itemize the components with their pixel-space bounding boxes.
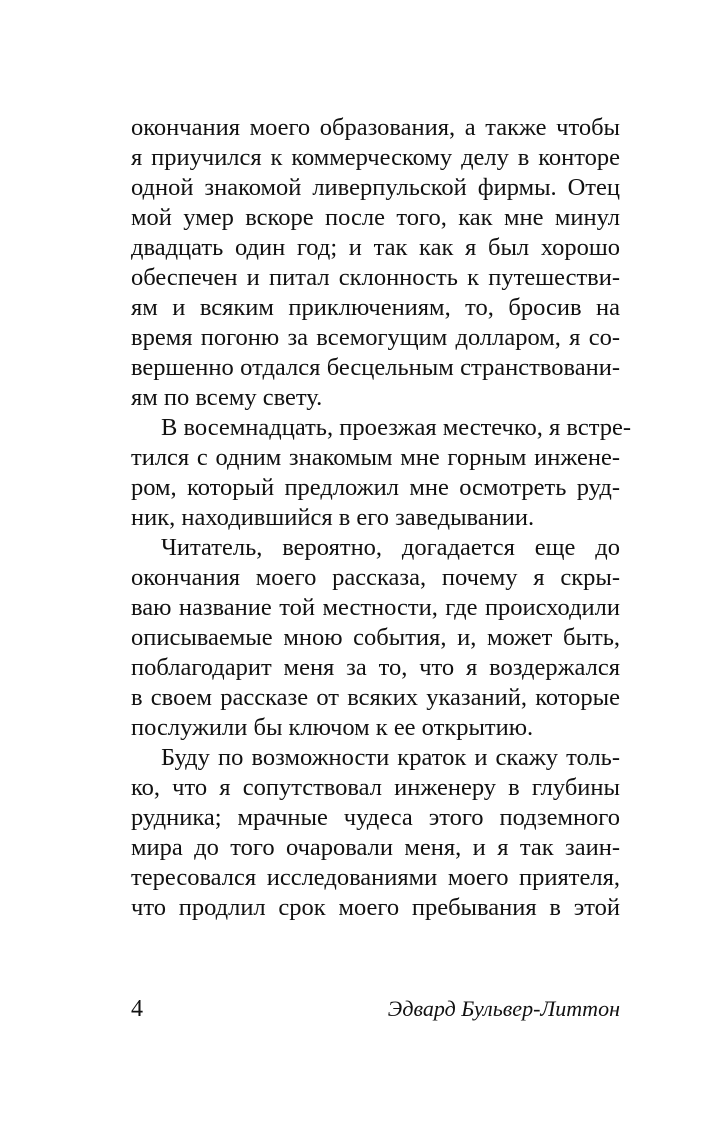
text-line: окончания моего рассказа, почему я скры-	[131, 564, 620, 591]
text-line: ко, что я сопутствовал инженеру в глубины	[131, 774, 620, 801]
text-line: Буду по возможности краток и скажу толь-	[161, 744, 620, 771]
text-line: мой умер вскоре после того, как мне минул	[131, 204, 620, 231]
text-line: ник, находившийся в его заведывании.	[131, 504, 535, 531]
text-line: послужили бы ключом к ее открытию.	[131, 714, 534, 741]
text-line: ям и всяким приключениям, то, бросив на	[131, 294, 620, 321]
text-line: что продлил срок моего пребывания в этой	[131, 894, 620, 921]
text-line: я приучился к коммерческому делу в конторе	[131, 144, 620, 171]
text-line: рудника; мрачные чудеса этого подземного	[131, 804, 620, 831]
text-line: обеспечен и питал склонность к путешестви-	[131, 264, 620, 291]
text-line: описываемые мною события, и, может быть,	[131, 624, 620, 651]
text-line: поблагодарит меня за то, что я воздержался	[131, 654, 620, 681]
text-line: время погоню за всемогущим долларом, я со-	[131, 324, 620, 351]
text-line: ваю название той местности, где происходили	[131, 594, 620, 621]
page-number: 4	[131, 996, 143, 1022]
text-line: ям по всему свету.	[131, 384, 323, 411]
text-line: В восемнадцать, проезжая местечко, я встре-	[161, 414, 632, 441]
text-line: двадцать один год; и так как я был хорошо	[131, 234, 620, 261]
text-line: тересовался исследованиями моего приятеля,	[131, 864, 620, 891]
text-line: Читатель, вероятно, догадается еще до	[161, 534, 620, 561]
text-line: в своем рассказе от всяких указаний, которые	[131, 684, 620, 711]
text-line: мира до того очаровали меня, и я так заин-	[131, 834, 620, 861]
text-line: вершенно отдался бесцельным странствовани-	[131, 354, 620, 381]
text-line: ром, который предложил мне осмотреть руд-	[131, 474, 620, 501]
running-author: Эдвард Бульвер-Литтон	[387, 996, 620, 1021]
page-footer	[131, 994, 620, 1024]
text-line: одной знакомой ливерпульской фирмы. Отец	[131, 174, 620, 201]
text-line: тился с одним знакомым мне горным инжене-	[131, 444, 620, 471]
text-line: окончания моего образования, а также чтобы	[131, 114, 620, 141]
